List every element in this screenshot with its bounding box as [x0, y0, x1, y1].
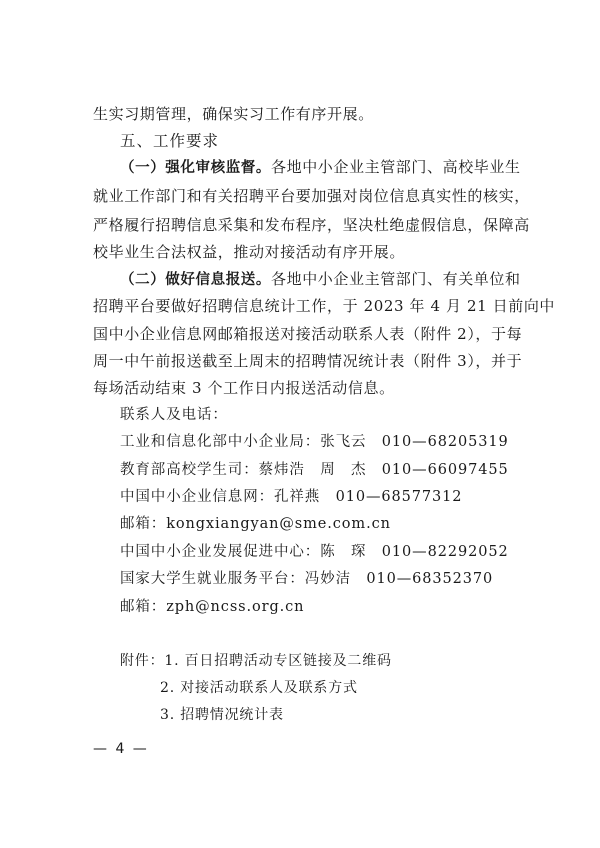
- attachments-label: 附件：: [120, 653, 165, 669]
- item1-line: 校毕业生合法权益，推动对接活动有序开展。: [93, 243, 406, 261]
- item2-heading: （二）做好信息报送。: [120, 272, 271, 288]
- item1-heading: （一）强化审核监督。: [120, 160, 271, 176]
- section-title: 五、工作要求: [120, 132, 220, 150]
- item1-first-line: [120, 157, 521, 178]
- contact-email-line: 邮箱：kongxiangyan@sme.com.cn: [120, 516, 391, 532]
- item2-line: 每场活动结束 3 个工作日内报送活动信息。: [93, 379, 395, 397]
- item1-line: 各地中小企业主管部门、高校毕业生: [271, 158, 521, 176]
- item2-line: 国中小企业信息网邮箱报送对接活动联系人表（附件 2），于每: [93, 325, 523, 343]
- item2-line: 招聘平台要做好招聘信息统计工作，于 2023 年 4 月 21 日前向中: [93, 297, 556, 315]
- attachment-item: 3. 招聘情况统计表: [160, 707, 284, 723]
- attachments-first-line: [120, 651, 392, 671]
- item2-line: 各地中小企业主管部门、有关单位和: [271, 270, 521, 288]
- contact-line: 国家大学生就业服务平台：冯妙洁 010—68352370: [120, 571, 494, 587]
- contact-email-line: 邮箱：zph@ncss.org.cn: [120, 599, 305, 615]
- contact-line: 中国中小企业发展促进中心：陈 琛 010—82292052: [120, 544, 509, 560]
- item2-line: 周一中午前报送截至上周末的招聘情况统计表（附件 3），并于: [93, 352, 523, 370]
- contact-line: 中国中小企业信息网：孔祥燕 010—68577312: [120, 489, 463, 505]
- contacts-label: 联系人及电话：: [120, 407, 228, 423]
- item1-line: 就业工作部门和有关招聘平台要加强对岗位信息真实性的核实，: [93, 187, 530, 205]
- item2-first-line: [120, 269, 521, 290]
- attachment-item: 2. 对接活动联系人及联系方式: [160, 680, 358, 696]
- continuation-line: 生实习期管理，确保实习工作有序开展。: [93, 105, 374, 123]
- contact-line: 工业和信息化部中小企业局：张飞云 010—68205319: [120, 434, 509, 450]
- attachment-item: 1. 百日招聘活动专区链接及二维码: [164, 653, 392, 669]
- contact-line: 教育部高校学生司：蔡炜浩 周 杰 010—66097455: [120, 462, 509, 478]
- item1-line: 严格履行招聘信息采集和发布程序，坚决杜绝虚假信息，保障高: [93, 216, 530, 234]
- page-number: — 4 —: [93, 741, 149, 757]
